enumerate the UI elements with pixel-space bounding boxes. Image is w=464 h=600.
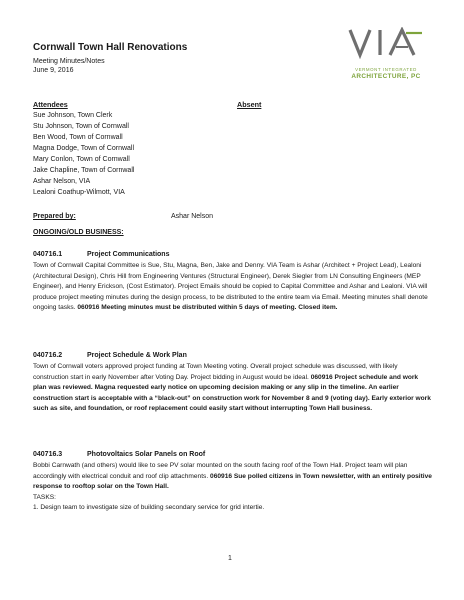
prepared-by-label: Prepared by: <box>33 213 76 220</box>
attendee-name: Magna Dodge, Town of Cornwall <box>33 145 135 152</box>
absent-heading: Absent <box>237 100 262 109</box>
item-update: 060916 Sue polled citizens in Town newsletter, with an entirely positive response to rooftop solar on the Town Hall. <box>33 472 432 491</box>
item-update: 060916 Project schedule and work plan was reviewed. Magna requested early notice on upcoming decision making or any slip in the timeline. An earlier construction start is acceptable with a “black-out” on construction work for November 8 and 9 (voting day). Early exterior work such as site, and foundation, or roof replacement could easily start without interrupting Town Hall business. <box>33 373 431 413</box>
attendees-heading: Attendees <box>33 100 68 109</box>
meeting-date: June 9, 2016 <box>33 67 74 74</box>
item-number: 040716.2 <box>33 352 63 359</box>
via-logo-mark <box>348 27 424 65</box>
tasks-label: TASKS: <box>33 493 56 501</box>
item-number: 040716.3 <box>33 451 63 458</box>
item-heading <box>33 251 169 258</box>
page-number: 1 <box>228 555 232 562</box>
ongoing-business-heading: ONGOING/OLD BUSINESS: <box>33 229 124 236</box>
item-body <box>33 461 433 514</box>
item-heading <box>33 352 187 359</box>
item-number: 040716.1 <box>33 251 63 258</box>
item-title: Project Communications <box>87 251 170 258</box>
item-text: Bobbi Carnwath (and others) would like to see PV solar mounted on the south facing roof of the Town Hall. Project team will plan accordingly with electrical conduit and roof clip attachments. <box>33 462 408 480</box>
document-title: Cornwall Town Hall Renovations <box>33 42 188 53</box>
attendee-name: Jake Chapline, Town of Cornwall <box>33 167 135 174</box>
attendee-name: Lealoni Coathup-Wilmott, VIA <box>33 189 125 196</box>
prepared-by-name: Ashar Nelson <box>171 213 214 220</box>
attendee-name: Ben Wood, Town of Cornwall <box>33 134 123 141</box>
item-update: 060916 Meeting minutes must be distributed within 5 days of meeting. Closed item. <box>77 304 338 312</box>
attendee-name: Stu Johnson, Town of Cornwall <box>33 123 129 130</box>
attendee-name: Ashar Nelson, VIA <box>33 178 91 185</box>
document-type: Meeting Minutes/Notes <box>33 58 105 65</box>
attendee-name: Sue Johnson, Town Clerk <box>33 112 113 119</box>
item-text: Town of Cornwall voters approved project funding at Town Meeting voting. Overall project schedule was discussed, with likely construction start in early November after Voting Day. Project bidding in August would be ideal. <box>33 363 398 381</box>
item-title: Photovoltaics Solar Panels on Roof <box>87 451 206 458</box>
item-heading <box>33 451 205 458</box>
item-body <box>33 261 433 314</box>
item-body <box>33 362 433 415</box>
attendees-list <box>33 110 134 198</box>
task-item: 1. Design team to investigate size of building secondary service for grid intertie. <box>33 504 265 512</box>
logo-tagline-2: ARCHITECTURE, PC <box>351 73 421 80</box>
attendee-name: Mary Conlon, Town of Cornwall <box>33 156 130 163</box>
logo-tagline-1: VERMONT INTEGRATED <box>355 67 417 72</box>
item-text: Town of Cornwall Capital Committee is Sue, Stu, Magna, Ben, Jake and Denny. VIA Team is Ashar (Architect + Project Lead), Lealoni (Architectural Design), Chris Hill from Engineering Ventures (Structural Engineer), Derek Siegler from LN Consulting Engineers (MEP Engineer), and Henry Erickson, (Cost Estimator). Project Emails should be copied to Capital Committee and Ashar and Lealoni. VIA will produce project meeting minutes during the design process, to be distributed to the entire team via Email. Meeting minutes shall denote ongoing tasks. <box>33 262 428 312</box>
item-title: Project Schedule & Work Plan <box>87 352 187 359</box>
via-logo <box>340 27 432 87</box>
